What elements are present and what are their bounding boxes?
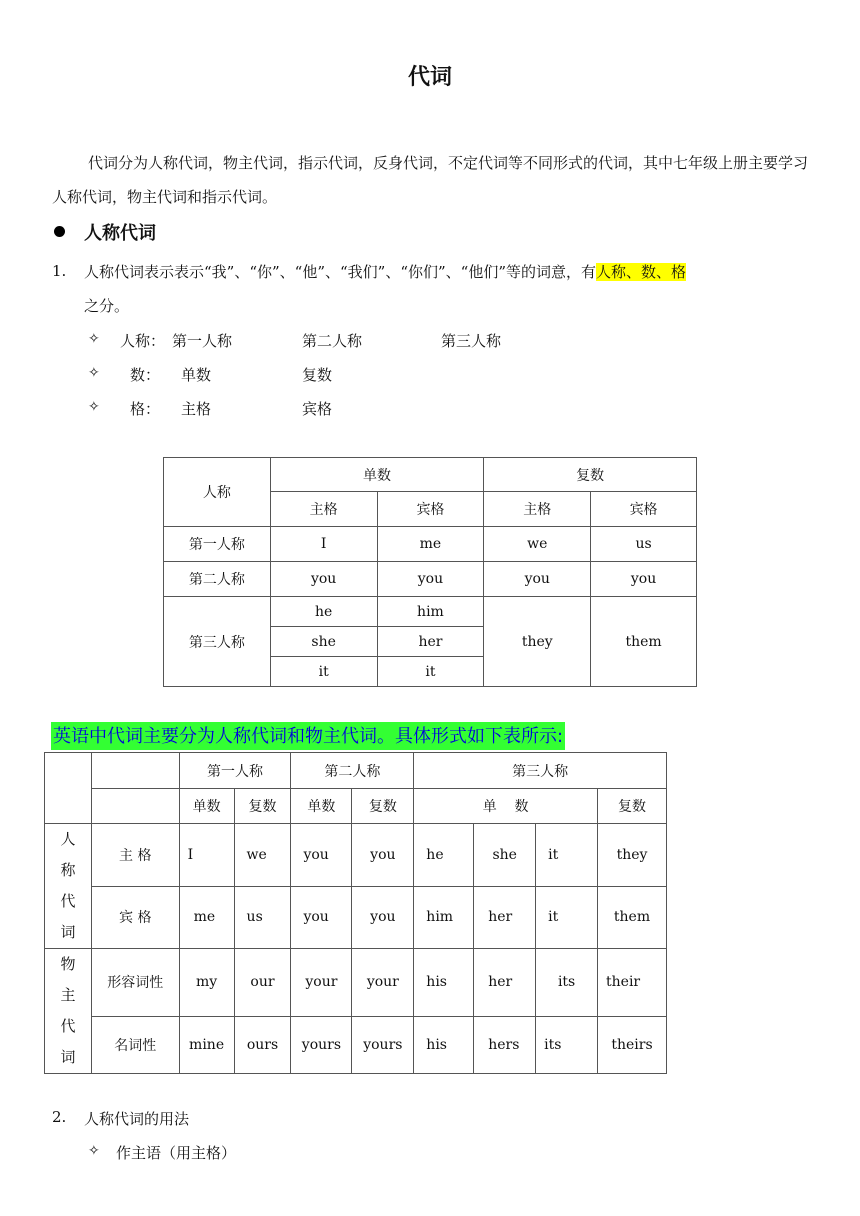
table2-cell: mine	[179, 1016, 234, 1073]
table2-cell: yours	[352, 1016, 414, 1073]
table1-cell: them	[591, 597, 697, 687]
table2-cell: you	[291, 886, 352, 949]
table2-cell: we	[234, 824, 291, 887]
highlight-banner: 英语中代词主要分为人称代词和物主代词。具体形式如下表所示:	[51, 722, 565, 750]
diamond-bullet-icon: ✧	[88, 399, 100, 415]
table2-cell: its	[536, 949, 598, 1017]
table2-header-singular: 单数	[179, 789, 234, 824]
table2-header-third: 第三人称	[414, 753, 667, 789]
bullet-number-b: 复数	[302, 366, 333, 384]
bullet-number-a: 单数	[181, 366, 212, 384]
table2-header-third-singular: 单 数	[414, 789, 598, 824]
table2-cell: your	[352, 949, 414, 1017]
table2-row-label: 形容词性	[91, 949, 179, 1017]
table1-header-object: 宾格	[377, 492, 484, 527]
bullet-person-c: 第三人称	[441, 332, 502, 350]
bullet-case-label: 格：	[130, 400, 161, 418]
table2-cell: its	[536, 1016, 598, 1073]
table1-cell: they	[484, 597, 591, 687]
table1-cell: I	[270, 527, 377, 562]
table1-cell: she	[270, 627, 377, 657]
table2-cell: hers	[474, 1016, 536, 1073]
table1-header-object: 宾格	[591, 492, 697, 527]
diamond-bullet-icon: ✧	[88, 331, 100, 347]
table2-cell: they	[598, 824, 667, 887]
table1-row-label: 第一人称	[164, 527, 271, 562]
table2-row-label: 名词性	[91, 1016, 179, 1073]
item-1-text-a: 人称代词表示表示“我”、“你”、“他”、“我们”、“你们”、“他们”等的词意，有	[84, 263, 597, 281]
table2-cell: my	[179, 949, 234, 1017]
table2-group-possessive: 物 主 代 词	[45, 949, 92, 1074]
page-title: 代词	[407, 65, 452, 90]
bullet-person-a: 第一人称	[172, 332, 233, 350]
item-2-sub-1: 作主语（用主格）	[116, 1144, 237, 1162]
table1-cell: he	[270, 597, 377, 627]
table2-cell: yours	[291, 1016, 352, 1073]
table1-row-label: 第二人称	[164, 562, 271, 597]
table2-blank	[91, 753, 179, 789]
table2-row-label: 宾 格	[91, 886, 179, 949]
bullet-case-a: 主格	[181, 400, 212, 418]
table1-cell: me	[377, 527, 484, 562]
table2-corner	[45, 753, 92, 824]
diamond-bullet-icon: ✧	[88, 365, 100, 381]
table1-header-plural: 复数	[484, 458, 697, 492]
personal-pronoun-table	[163, 457, 697, 687]
table1-cell: we	[484, 527, 591, 562]
bullet-case-b: 宾格	[302, 400, 333, 418]
table2-cell: she	[474, 824, 536, 887]
table2-cell: you	[291, 824, 352, 887]
table2-cell: his	[414, 949, 474, 1017]
table1-cell: her	[377, 627, 484, 657]
table2-cell: our	[234, 949, 291, 1017]
table1-header-singular: 单数	[270, 458, 484, 492]
table2-cell: them	[598, 886, 667, 949]
table2-header-singular: 单数	[291, 789, 352, 824]
table2-cell: his	[414, 1016, 474, 1073]
table2-cell: me	[179, 886, 234, 949]
table2-cell: you	[352, 824, 414, 887]
table1-cell: us	[591, 527, 697, 562]
table2-header-plural: 复数	[234, 789, 291, 824]
table1-cell: you	[484, 562, 591, 597]
table2-cell: it	[536, 824, 598, 887]
diamond-bullet-icon: ✧	[88, 1143, 100, 1159]
table2-cell: he	[414, 824, 474, 887]
table1-cell: it	[377, 657, 484, 687]
table1-header-subject: 主格	[270, 492, 377, 527]
item-1-text	[84, 261, 686, 283]
item-number-1: 1.	[52, 262, 67, 280]
table2-cell: theirs	[598, 1016, 667, 1073]
table2-cell: her	[474, 949, 536, 1017]
table1-header-person: 人称	[164, 458, 271, 527]
table2-group-personal: 人 称 代 词	[45, 824, 92, 949]
table2-header-first: 第一人称	[179, 753, 291, 789]
table1-row-label: 第三人称	[164, 597, 271, 687]
table2-row-label: 主 格	[91, 824, 179, 887]
table2-cell: I	[179, 824, 234, 887]
item-1-highlight: 人称、数、格	[596, 263, 687, 281]
table2-cell: her	[474, 886, 536, 949]
table2-cell: ours	[234, 1016, 291, 1073]
item-number-2: 2.	[52, 1108, 67, 1126]
table2-blank	[91, 789, 179, 824]
table1-cell: it	[270, 657, 377, 687]
bullet-person-label: 人称：	[120, 332, 166, 350]
bullet-person-b: 第二人称	[302, 332, 363, 350]
table2-cell: it	[536, 886, 598, 949]
intro-paragraph: 代词分为人称代词，物主代词，指示代词，反身代词，不定代词等不同形式的代词，其中七年级上册主要学习人称代词，物主代词和指示代词。	[52, 154, 809, 206]
item-1-text-b: 之分。	[84, 297, 130, 315]
table2-header-plural: 复数	[352, 789, 414, 824]
table2-header-second: 第二人称	[291, 753, 414, 789]
bullet-dot-icon	[54, 226, 65, 237]
pronoun-forms-table	[44, 752, 667, 1074]
table2-header-plural: 复数	[598, 789, 667, 824]
table1-header-subject: 主格	[484, 492, 591, 527]
bullet-number-label: 数：	[130, 366, 161, 384]
table1-cell: you	[377, 562, 484, 597]
table2-cell: us	[234, 886, 291, 949]
table2-cell: their	[598, 949, 667, 1017]
table1-cell: him	[377, 597, 484, 627]
item-2-text: 人称代词的用法	[84, 1110, 190, 1128]
table2-cell: your	[291, 949, 352, 1017]
table1-cell: you	[591, 562, 697, 597]
table2-cell: him	[414, 886, 474, 949]
table2-cell: you	[352, 886, 414, 949]
table1-cell: you	[270, 562, 377, 597]
section-heading-personal-pronouns: 人称代词	[84, 223, 156, 244]
